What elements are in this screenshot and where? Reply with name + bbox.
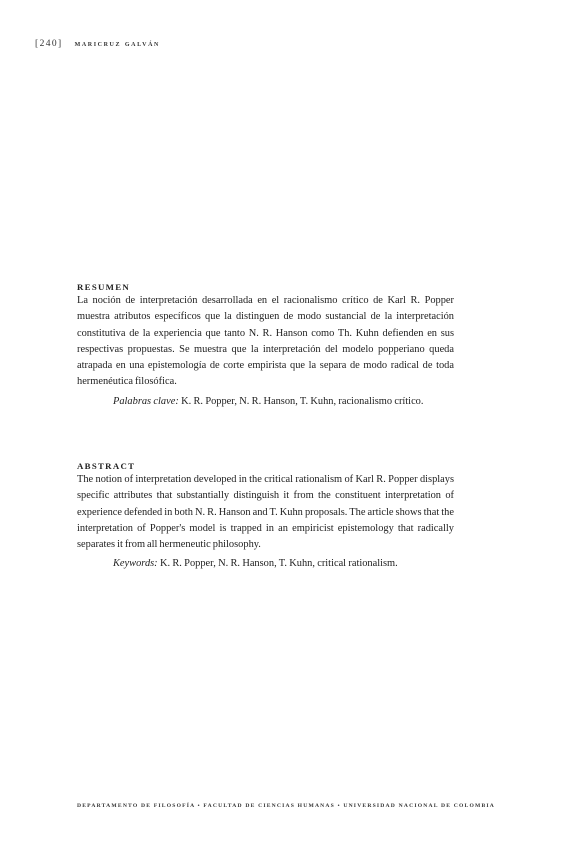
resumen-section bbox=[77, 282, 454, 410]
author-running-head: maricruz galván bbox=[74, 38, 160, 48]
abstract-keywords-text: K. R. Popper, N. R. Hanson, T. Kuhn, critical rationalism. bbox=[159, 558, 398, 570]
resumen-keywords-text: K. R. Popper, N. R. Hanson, T. Kuhn, racionalismo crítico. bbox=[181, 395, 424, 407]
running-header bbox=[35, 38, 160, 49]
resumen-keywords-label: Palabras clave: bbox=[113, 395, 179, 407]
abstract-body: The notion of interpretation developed in the critical rationalism of Karl R. Popper displays specific attributes that substantially distinguish it from the constituent interpretation of experience defended in both N. R. Hanson and T. Kuhn proposals. The article shows that the interpretation of Popper's model is trapped in an empiricist epistemology that radically separates it from all hermeneutic philosophy. bbox=[77, 474, 454, 551]
abstract-title: ABSTRACT bbox=[77, 461, 136, 471]
resumen-title: RESUMEN bbox=[77, 282, 131, 292]
resumen-keywords bbox=[77, 394, 454, 410]
abstract-section bbox=[77, 461, 454, 573]
abstract-keywords bbox=[77, 556, 454, 572]
resumen-body: La noción de interpretación desarrollada en el racionalismo crítico de Karl R. Popper muestra atributos específicos que la distinguen de modo sustancial de la interpretación constitutiva de la experiencia que tanto N. R. Hanson como Th. Kuhn defienden en sus respectivas propuestas. Se muestra que la interpretación del modelo popperiano queda atrapada en una epistemología de corte empirista que la separa de modo radical de toda hermenéutica filosófica. bbox=[77, 295, 454, 388]
page-footer: DEPARTAMENTO DE FILOSOFÍA • FACULTAD DE CIENCIAS HUMANAS • UNIVERSIDAD NACIONAL DE COLOMBIA bbox=[77, 803, 496, 809]
page-number: [240] bbox=[35, 39, 63, 49]
abstract-keywords-label: Keywords: bbox=[113, 558, 158, 570]
